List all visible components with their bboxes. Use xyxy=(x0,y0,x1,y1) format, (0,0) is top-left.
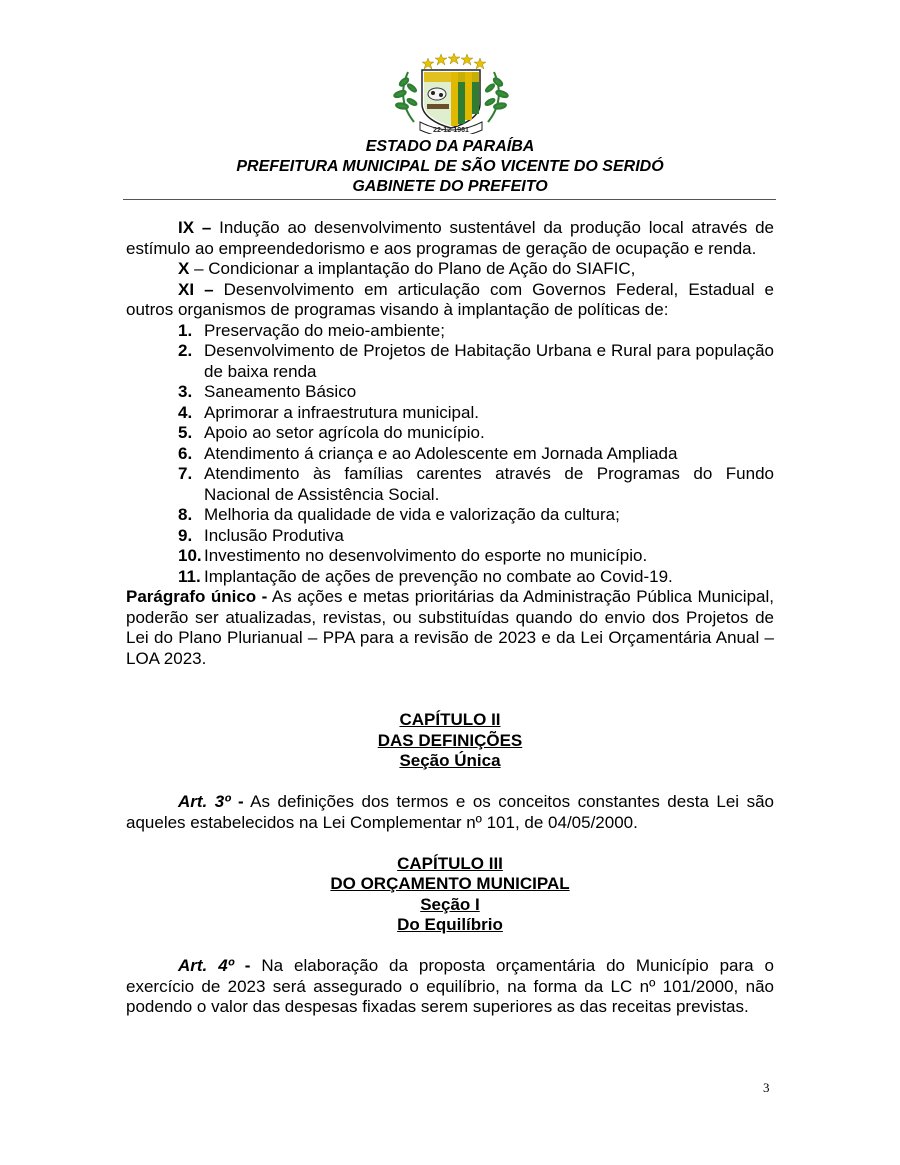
list-item-number: 10. xyxy=(178,546,202,565)
list-item-text: Atendimento á criança e ao Adolescente em Jornada Ampliada xyxy=(204,443,678,463)
municipal-crest-emblem xyxy=(384,52,518,134)
crest-date: 22-12-1961 xyxy=(433,127,469,134)
list-item-number: 8. xyxy=(178,505,193,524)
policy-list xyxy=(126,321,774,588)
list-item xyxy=(178,526,774,547)
item-ix-label: IX – xyxy=(178,218,212,237)
chapter-3-title: DO ORÇAMENTO MUNICIPAL xyxy=(330,874,570,893)
chapter-3-heading: CAPÍTULO III xyxy=(397,853,503,873)
list-item-number: 11. xyxy=(178,566,201,586)
list-item-text: Aprimorar a infraestrutura municipal. xyxy=(204,402,479,422)
item-xi xyxy=(126,280,774,321)
article-4-label: Art. 4º xyxy=(178,956,234,975)
list-item-text: Apoio ao setor agrícola do município. xyxy=(204,423,485,442)
list-item-number: 3. xyxy=(178,382,193,401)
item-ix-text: Indução ao desenvolvimento sustentável da produção local através de estímulo ao empreendedorismo e aos programas de geração de ocupação e renda. xyxy=(126,218,774,258)
header-divider xyxy=(123,199,776,200)
item-x-text: – Condicionar a implantação do Plano de Ação do SIAFIC, xyxy=(194,259,636,278)
chapter-2-section: Seção Única xyxy=(399,751,501,770)
item-ix xyxy=(126,218,774,259)
chapter-2-heading: CAPÍTULO II xyxy=(399,710,501,729)
list-item-text: Preservação do meio-ambiente; xyxy=(204,320,445,340)
article-4 xyxy=(126,956,774,1018)
article-3-text: As definições dos termos e os conceitos constantes desta Lei são aqueles estabelecidos na Lei Complementar nº 101, de 04/05/2000. xyxy=(126,792,774,832)
header-prefecture: PREFEITURA MUNICIPAL DE SÃO VICENTE DO SERIDÓ xyxy=(236,158,664,175)
list-item-text: Inclusão Produtiva xyxy=(204,525,344,545)
article-3 xyxy=(126,792,774,833)
list-item xyxy=(178,423,774,444)
page-number: 3 xyxy=(763,1080,770,1095)
list-item xyxy=(178,321,774,342)
list-item-number: 6. xyxy=(178,443,193,463)
list-item xyxy=(178,464,774,505)
list-item-number: 2. xyxy=(178,341,193,360)
chapter-2-title: DAS DEFINIÇÕES xyxy=(377,730,523,750)
list-item-number: 9. xyxy=(178,525,193,545)
list-item-text: Melhoria da qualidade de vida e valorização da cultura; xyxy=(204,505,620,524)
list-item xyxy=(178,403,774,424)
item-x-label: X xyxy=(178,259,190,278)
paragrafo-unico-label: Parágrafo único - xyxy=(126,587,268,606)
list-item-number: 4. xyxy=(178,402,193,422)
list-item xyxy=(178,444,774,465)
list-item-text: Desenvolvimento de Projetos de Habitação Urbana e Rural para população de baixa renda xyxy=(204,341,774,381)
paragrafo-unico-text: As ações e metas prioritárias da Administração Pública Municipal, poderão ser atualizadas, revistas, ou substituídas quando do envio dos Projetos de Lei do Plano Plurianual – PPA para a revisão de 2023 e da Lei Orçamentária Anual – LOA 2023. xyxy=(126,587,774,668)
list-item-text: Investimento no desenvolvimento do esporte no município. xyxy=(204,546,648,565)
list-item-number: 1. xyxy=(178,320,193,340)
list-item-text: Saneamento Básico xyxy=(204,382,357,401)
list-item xyxy=(178,382,774,403)
list-item xyxy=(178,567,774,588)
list-item-number: 7. xyxy=(178,464,193,483)
header-state: ESTADO DA PARAÍBA xyxy=(365,138,535,155)
item-xi-text: Desenvolvimento em articulação com Governos Federal, Estadual e outros organismos de programas visando à implantação de políticas de: xyxy=(126,279,774,319)
item-x xyxy=(126,259,774,280)
header-office: GABINETE DO PREFEITO xyxy=(352,178,548,195)
article-4-dash: - xyxy=(244,956,251,975)
list-item-text: Atendimento às famílias carentes através de Programas do Fundo Nacional de Assistência Social. xyxy=(204,464,774,504)
article-3-dash: - xyxy=(237,792,244,811)
chapter-3-section: Seção I xyxy=(420,894,480,914)
list-item-number: 5. xyxy=(178,423,193,442)
chapter-3-subsection: Do Equilíbrio xyxy=(397,915,503,934)
list-item xyxy=(178,341,774,382)
item-xi-label: XI – xyxy=(178,279,214,299)
article-3-label: Art. 3º xyxy=(178,792,231,811)
paragrafo-unico xyxy=(126,587,774,669)
list-item xyxy=(178,505,774,526)
list-item-text: Implantação de ações de prevenção no combate ao Covid-19. xyxy=(204,566,673,586)
list-item xyxy=(178,546,774,567)
article-4-text: Na elaboração da proposta orçamentária do Município para o exercício de 2023 será assegurado o equilíbrio, na forma da LC nº 101/2000, não podendo o valor das despesas fixadas serem superiores as das receitas previstas. xyxy=(126,956,774,1016)
document-body xyxy=(126,218,774,1018)
